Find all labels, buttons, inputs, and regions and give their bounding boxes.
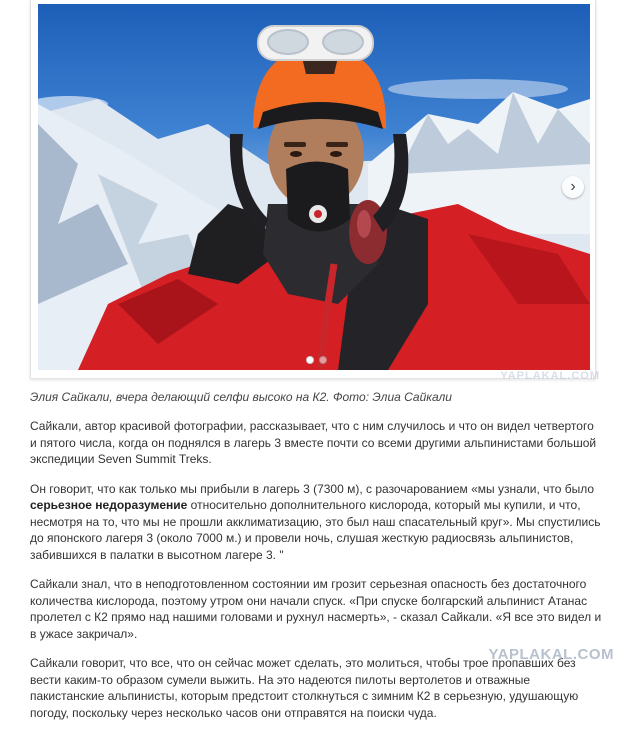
gallery-dot-1[interactable]: [306, 356, 314, 364]
p2-before: Он говорит, что как только мы прибыли в лагерь 3 (7300 м), с разочарованием «мы узнали, что было: [30, 482, 594, 496]
photo-illustration: [38, 4, 590, 370]
gallery-dots: [306, 356, 327, 364]
article-body: [30, 418, 602, 734]
article-paragraph-1: Сайкали, автор красивой фотографии, рассказывает, что с ним случилось и что он видел четвертого и пятого числа, когда он поднялся в лагерь 3 вместе почти со всеми другими альпинистами большой экспедиции Seven Summit Treks.: [30, 418, 602, 468]
photo-caption: Элия Сайкали, вчера делающий селфи высоко на К2. Фото: Элиа Сайкали: [30, 390, 610, 404]
p2-bold: серьезное недоразумение: [30, 498, 187, 512]
chevron-right-icon: ›: [570, 178, 575, 195]
photo-watermark: [500, 370, 600, 382]
photo-k2-selfie: [38, 4, 590, 370]
p2-after: относительно дополнительного кислорода, который мы купили, и что, несмотря на то, что мы не прошли акклиматизацию, это был наш спасательный круг». Мы спустились до японского лагеря 3 (около 7000 м.) и провели ночь, слушая жесткую радиосвязь альпинистов, забившихся в палатки в высотном лагере 3. ": [30, 498, 601, 562]
gallery-next-button[interactable]: [562, 176, 584, 198]
photo-gallery: [30, 0, 596, 379]
article-paragraph-2: [30, 481, 602, 564]
photo-watermark-text: YAPLAKAL.COM: [500, 370, 600, 382]
article-paragraph-4: Сайкали говорит, что все, что он сейчас может сделать, это молиться, чтобы трое пропавших без вести каким-то образом сумели выжить. На это надеются пилоты вертолетов и отважные пакистанские альпинисты, которым предстоит столкнуться с зимним К2 в серьезную, удушающую погоду, поскольку через несколько часов они отправятся на поиски чуда.: [30, 655, 602, 721]
article-paragraph-3: Сайкали знал, что в неподготовленном состоянии им грозит серьезная опасность без достаточного количества кислорода, поэтому утром они начали спуск. «При спуске болгарский альпинист Атанас пролетел с К2 прямо над нашими головами и рухнул насмерть», - сказал Сайкали. «Я все это видел и в ужасе закричал».: [30, 576, 602, 642]
site-watermark: YAPLAKAL.COM: [489, 646, 614, 663]
gallery-dot-2[interactable]: [319, 356, 327, 364]
